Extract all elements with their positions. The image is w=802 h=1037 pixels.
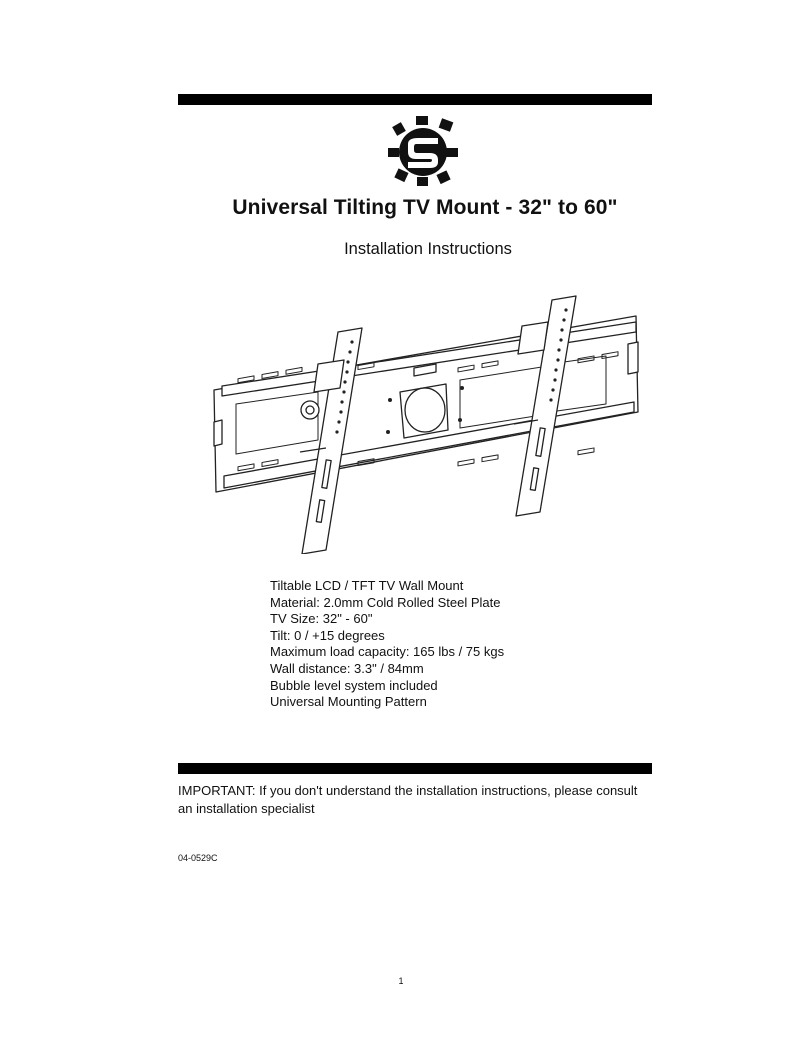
page-number: 1 [398, 976, 404, 986]
spec-item: Maximum load capacity: 165 lbs / 75 kgs [270, 644, 505, 660]
page-title: Universal Tilting TV Mount - 32" to 60" [232, 196, 618, 219]
spec-item: Tiltable LCD / TFT TV Wall Mount [270, 578, 464, 593]
spec-item: Tilt: 0 / +15 degrees [270, 627, 385, 643]
spec-item: Universal Mounting Pattern [270, 694, 427, 710]
spec-item: TV Size: 32" - 60" [270, 611, 373, 627]
page-subtitle: Installation Instructions [344, 240, 512, 258]
wall-plate-drawing [214, 316, 638, 492]
spec-item: Bubble level system included [270, 677, 438, 693]
tv-mount-illustration [208, 292, 640, 554]
siig-logo-icon [384, 114, 462, 188]
spec-list [270, 578, 504, 711]
important-notice: IMPORTANT: If you don't understand the installation instructions, please consult an installation specialist [178, 783, 638, 816]
bottom-rule [178, 763, 652, 774]
spec-item: Wall distance: 3.3" / 84mm [270, 660, 424, 676]
document-code: 04-0529C [178, 853, 218, 863]
top-rule [178, 94, 652, 105]
spec-item: Material: 2.0mm Cold Rolled Steel Plate [270, 594, 501, 610]
